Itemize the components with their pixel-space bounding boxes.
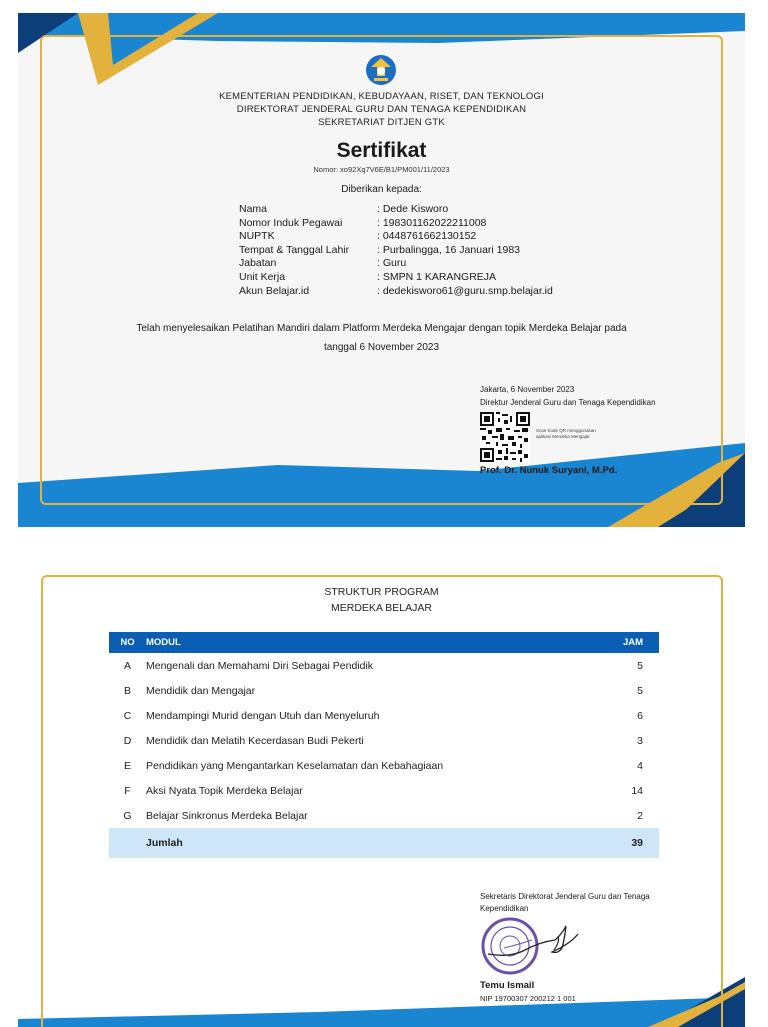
qr-note — [536, 428, 626, 440]
field-label: Tempat & Tanggal Lahir — [239, 243, 350, 256]
field-row — [239, 230, 553, 244]
row-jam: 4 — [637, 759, 643, 772]
row-no: G — [123, 809, 132, 822]
row-no: B — [123, 684, 131, 697]
table-row — [109, 703, 659, 728]
row-modul: Mengenali dan Memahami Diri Sebagai Pendidik — [146, 659, 374, 672]
given-to-label: Diberikan kepada: — [341, 184, 422, 195]
certificate-page — [18, 13, 745, 527]
total-value: 39 — [583, 828, 659, 858]
row-jam: 2 — [637, 809, 643, 822]
field-row — [239, 217, 553, 231]
field-value: : Dede Kisworo — [377, 203, 449, 215]
row-jam: 5 — [637, 684, 643, 697]
row-modul: Mendidik dan Melatih Kecerdasan Budi Pekerti — [146, 734, 364, 747]
field-label: Nama — [239, 203, 268, 215]
field-row — [239, 257, 553, 271]
official-stamp-and-signature — [480, 914, 595, 979]
field-value: : Purbalingga, 16 Januari 1983 — [377, 243, 521, 256]
field-label: Nomor Induk Pegawai — [239, 216, 343, 229]
qr-note-line-1: Scan Kode QR menggunakan — [536, 428, 596, 433]
table-row — [109, 728, 659, 753]
signer-name: Prof. Dr. Nunuk Suryani, M.Pd. — [480, 465, 618, 476]
program-page — [18, 557, 745, 1027]
program-title-1: STRUKTUR PROGRAM — [324, 586, 439, 598]
field-label: Unit Kerja — [239, 270, 286, 283]
total-no — [109, 828, 146, 858]
table-row — [109, 803, 659, 828]
ministry-line-2: DIREKTORAT JENDERAL GURU DAN TENAGA KEPENDIDIKAN — [236, 104, 527, 115]
header-modul: MODUL — [146, 632, 583, 653]
certificate-number: Nomor: xo92Xq7V6E/B1/PM001/11/2023 — [313, 165, 450, 174]
field-value: : SMPN 1 KARANGREJA — [377, 270, 497, 283]
header-no: NO — [109, 632, 146, 653]
table-row — [109, 753, 659, 778]
field-value: : 0448761662130152 — [377, 230, 477, 243]
table-row — [109, 778, 659, 803]
field-label: Jabatan — [239, 257, 277, 270]
ministry-line-3: SEKRETARIAT DITJEN GTK — [318, 117, 445, 128]
field-row — [239, 203, 553, 217]
certificate-title: Sertifikat — [336, 139, 427, 162]
row-modul: Mendampingi Murid dengan Utuh dan Menyeluruh — [146, 709, 380, 722]
recipient-fields — [239, 203, 553, 298]
secretary-name: Temu Ismail — [480, 980, 535, 991]
module-table — [109, 632, 659, 858]
row-modul: Pendidikan yang Mengantarkan Keselamatan dan Kebahagiaan — [146, 759, 444, 772]
qr-note-line-2: aplikasi Merdeka Mengajar — [536, 434, 590, 439]
field-label: Akun Belajar.id — [239, 284, 310, 297]
total-row — [109, 828, 659, 858]
row-modul: Mendidik dan Mengajar — [146, 684, 256, 697]
program-title-2: MERDEKA BELAJAR — [331, 602, 432, 614]
sign-date: Jakarta, 6 November 2023 — [480, 385, 575, 394]
row-modul: Belajar Sinkronus Merdeka Belajar — [146, 809, 308, 822]
sign-role: Direktur Jenderal Guru dan Tenaga Kependidikan — [480, 397, 656, 407]
row-jam: 3 — [637, 734, 643, 747]
field-value: : Guru — [377, 257, 407, 270]
field-row — [239, 285, 553, 299]
row-no: D — [123, 734, 132, 747]
completion-statement — [98, 319, 665, 357]
table-row — [109, 678, 659, 703]
row-no: A — [123, 659, 131, 672]
completion-line-1: Telah menyelesaikan Pelatihan Mandiri dalam Platform Merdeka Mengajar dengan topik Merdeka Belajar pada — [136, 323, 627, 334]
field-value: : dedekisworo61@guru.smp.belajar.id — [377, 284, 553, 297]
secretary-nip: NIP 19700307 200212 1 001 — [480, 994, 576, 1003]
table-header — [109, 632, 659, 653]
tut-wuri-handayani-logo — [365, 54, 397, 86]
row-jam: 5 — [637, 659, 643, 672]
qr-code — [480, 412, 530, 462]
row-no: C — [123, 709, 132, 722]
signature-block — [480, 384, 656, 409]
row-jam: 6 — [637, 709, 643, 722]
completion-line-2: tanggal 6 November 2023 — [323, 342, 440, 353]
row-modul: Aksi Nyata Topik Merdeka Belajar — [146, 784, 303, 797]
field-label: NUPTK — [239, 230, 275, 243]
row-jam: 14 — [631, 784, 643, 797]
field-row — [239, 244, 553, 258]
row-no: F — [124, 784, 131, 797]
field-value: : 198301162022211008 — [377, 216, 487, 229]
secretary-role: Sekretaris Direktorat Jenderal Guru dan Tenaga Kependidikan — [480, 892, 650, 913]
table-row — [109, 653, 659, 678]
field-row — [239, 271, 553, 285]
row-no: E — [123, 759, 131, 772]
header-jam: JAM — [583, 632, 659, 653]
ministry-line-1: KEMENTERIAN PENDIDIKAN, KEBUDAYAAN, RISET, DAN TEKNOLOGI — [219, 91, 544, 102]
total-label: Jumlah — [146, 828, 583, 858]
